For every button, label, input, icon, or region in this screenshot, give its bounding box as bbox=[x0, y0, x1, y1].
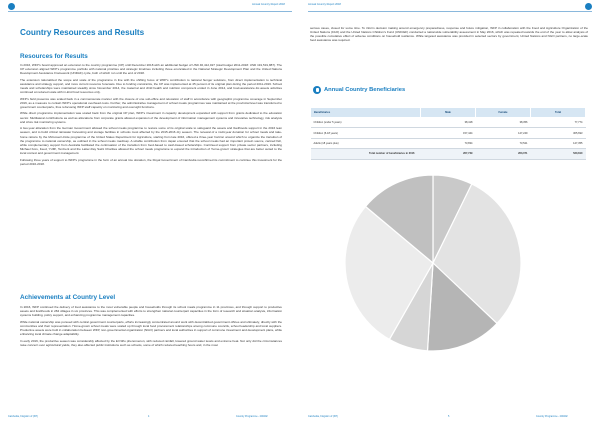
page-number: 5 bbox=[448, 415, 450, 418]
table-total-row bbox=[311, 149, 586, 159]
wfp-logo-icon bbox=[8, 3, 15, 10]
table-cell: 305,693 bbox=[531, 128, 586, 138]
footer-right: Country Programme - 200202 bbox=[236, 415, 268, 418]
table-row bbox=[311, 118, 586, 128]
column-header: Female bbox=[476, 108, 531, 118]
page-number: 4 bbox=[148, 415, 150, 418]
beneficiaries-title: Annual Country Beneficiaries bbox=[324, 87, 406, 93]
table-row bbox=[311, 128, 586, 138]
paragraph: serious cases, closed for some time. To inform decision making around emergency preparedness, response and future mitigation, WFP in collaboration with the Food and Agriculture Organization of the United Nations (FAO) and the United Nations Children's Fund (UNICEF) conducted a nationwide vulnerability assessment in May 2016, which was repeated towards the end of the year to allow analysis of the possible cumulative effect of adverse conditions on household resilience. While targeted assistance was provided in selected sectors by government, United Nations and NGO partners, no large-scale food assistance was required. bbox=[310, 26, 588, 43]
section-heading-achievements: Achievements at Country Level bbox=[20, 294, 116, 301]
column-header: Male bbox=[421, 108, 476, 118]
header-divider bbox=[308, 11, 592, 12]
beneficiaries-table bbox=[310, 107, 586, 160]
footer-right: Country Programme - 200202 bbox=[536, 415, 568, 418]
column-header: Total bbox=[531, 108, 586, 118]
table-cell: 147,355 bbox=[531, 138, 586, 148]
table-row bbox=[311, 138, 586, 148]
table-cell: 267,739 bbox=[421, 149, 476, 159]
resources-text bbox=[20, 63, 282, 168]
footer-left: Cambodia, Kingdom of (KH) bbox=[8, 415, 38, 418]
section-heading-resources: Resources for Results bbox=[20, 53, 88, 60]
header-title: Annual Country Report 2018 bbox=[308, 3, 341, 6]
paragraph: In 2016, WFP's board approved an extension to the country programme (CP) until December 2018 with an additional budget of USD 46,412,027 (total budget 2011-2018: USD 191,531,887). The CP extension aligned WFP's programme portfolio with national priorities and strategic timelines including those enunciated in the National Strategic Development Plan and the United Nations Development Assistance Framework (UNDAF) cycle, both of which run until the end of 2018. bbox=[20, 63, 282, 76]
paragraph: Following three years of support to WFP's programme in the form of an annual rice donation, the Royal Government of Cambodia reconfirmed its commitment to continue this investment for the period 2016-2018. bbox=[20, 157, 282, 166]
achievements-text bbox=[20, 305, 282, 349]
beneficiaries-icon bbox=[313, 86, 321, 94]
table-cell: Children (5-18 years) bbox=[311, 128, 421, 138]
header-divider bbox=[8, 11, 292, 12]
paragraph: While direct programme implementation was scaled back from the original CP plan, WFP's investment in capacity development expanded with support from grants dedicated to the education sector. Multilateral contributions as well as allocations from corporate grants allowed expansion of the development of information management systems and innovative technology, risk analysis and crisis risk monitoring systems. bbox=[20, 111, 282, 124]
paragraph: While national ownership was pursued with central government counterparts, efforts increasingly concentrated around work with decentralized government offices and ultimately, directly with the communities and their representation. Home-grown school meals were scaled up through local food procurement relationships among commune councils, school leadership and local suppliers. Productive assets were built in collaboration between WFP, non-governmental organization (NGO) partners and local authorities in support of commune investment and development plans, while enhancing local climate change adaptability. bbox=[20, 319, 282, 337]
table-cell: Total number of beneficiaries in 2016 bbox=[311, 149, 421, 159]
table-cell: 147,249 bbox=[476, 128, 531, 138]
table-cell: 157,444 bbox=[421, 128, 476, 138]
table-cell: 77,774 bbox=[531, 118, 586, 128]
paragraph: In 2016, WFP continued the delivery of food assistance to the most vulnerable people and households through its school meals programme in 11 provinces, and through support to productive assets and livelihoods in 284 villages in six provinces. This was complemented with efforts to strengthen national counterpart capacities in the form of research and situation analysis, information systems building, policy support, and enhancing programme management capacities. bbox=[20, 305, 282, 318]
table-cell: 263,071 bbox=[476, 149, 531, 159]
footer-left: Cambodia, Kingdom of (KH) bbox=[308, 415, 338, 418]
header-title: Annual Country Report 2018 bbox=[252, 3, 285, 6]
table-cell: Adults (18 years plus) bbox=[311, 138, 421, 148]
beneficiaries-pie-chart bbox=[338, 168, 528, 358]
paragraph: WFP's field presence was scaled back in a commensurate manner with the closure of one sub-office and relocation of staff in accordance with geographic programme coverage in September 2016, as a measure to contain WFP's operational overhead costs. Further, the administrative management of school meals programmes was maintained at the provincial level was transferred to government counterparts, thus refocusing WFP staff capacity on monitoring and oversight functions. bbox=[20, 96, 282, 109]
table-cell: 530,810 bbox=[531, 149, 586, 159]
paragraph: In early 2016, the productive season was considerably affected by the El Niño phenomenon, with reduced rainfall, lowered ground water levels and extreme heat. Not only did the circumstances raise concern over agricultural yields, they also affected public institutions such as schools, some of which reduced teaching hours and, in the most bbox=[20, 338, 282, 347]
table-cell: 73,834 bbox=[421, 138, 476, 148]
paragraph: A two-year allocation from the German Government allowed the school meals programme to restore some of its original scale to safeguard the assets and livelihoods support in the 2016 lean season, and to build critical rainwater harvesting and storage facilities in schools most affected by the 2015-2016 dry season. The renewal of a multi-year donation for school meals and take-home rations by the McGovern-Dole programme of the United States Department for Agriculture, starting from late 2016, offered a three-year horizon around which to organize the transition of the programme to national ownership, as outlined in the school meals roadmap. A sizable contribution from Japan ensured that the school meals had an important protein source, canned fish, while complementary support from Australia facilitated the continuation of the transition from food-based to cash-based scholarships. Continued support from private sector partners, including Michael Kors, Feed, YUM!, TenCent and the Latter-Day Saint Charities allowed the school meals programme to expand the introduction of 'home-grown' strategies that are better suited to the local context and government management. bbox=[20, 126, 282, 156]
column-header: Beneficiaries bbox=[311, 108, 421, 118]
table-cell: 73,521 bbox=[476, 138, 531, 148]
paragraph: The extension rationalized the scope and scale of the programme in line with the shifting focus of WFP's contribution to national hunger solutions, from direct implementation to technical assistance and strategy support, and more current resource forecasts. Due to funding constraints, the CP was implemented at 45 percent of its original plan during the period 2011-2016. School meals and scholarships were maintained steadily since November 2014, the maternal and child health and nutrition component ended in June 2014, and food-assistance-for-assets activities continued at reduced scale with in-kind food resources only. bbox=[20, 77, 282, 95]
intro-text bbox=[310, 26, 588, 45]
table-cell: Children (under 5 years) bbox=[311, 118, 421, 128]
table-cell: 38,356 bbox=[476, 118, 531, 128]
table-header-row bbox=[311, 108, 586, 118]
page-title: Country Resources and Results bbox=[20, 28, 145, 37]
table-cell: 38,418 bbox=[421, 118, 476, 128]
wfp-logo-icon bbox=[585, 3, 592, 10]
